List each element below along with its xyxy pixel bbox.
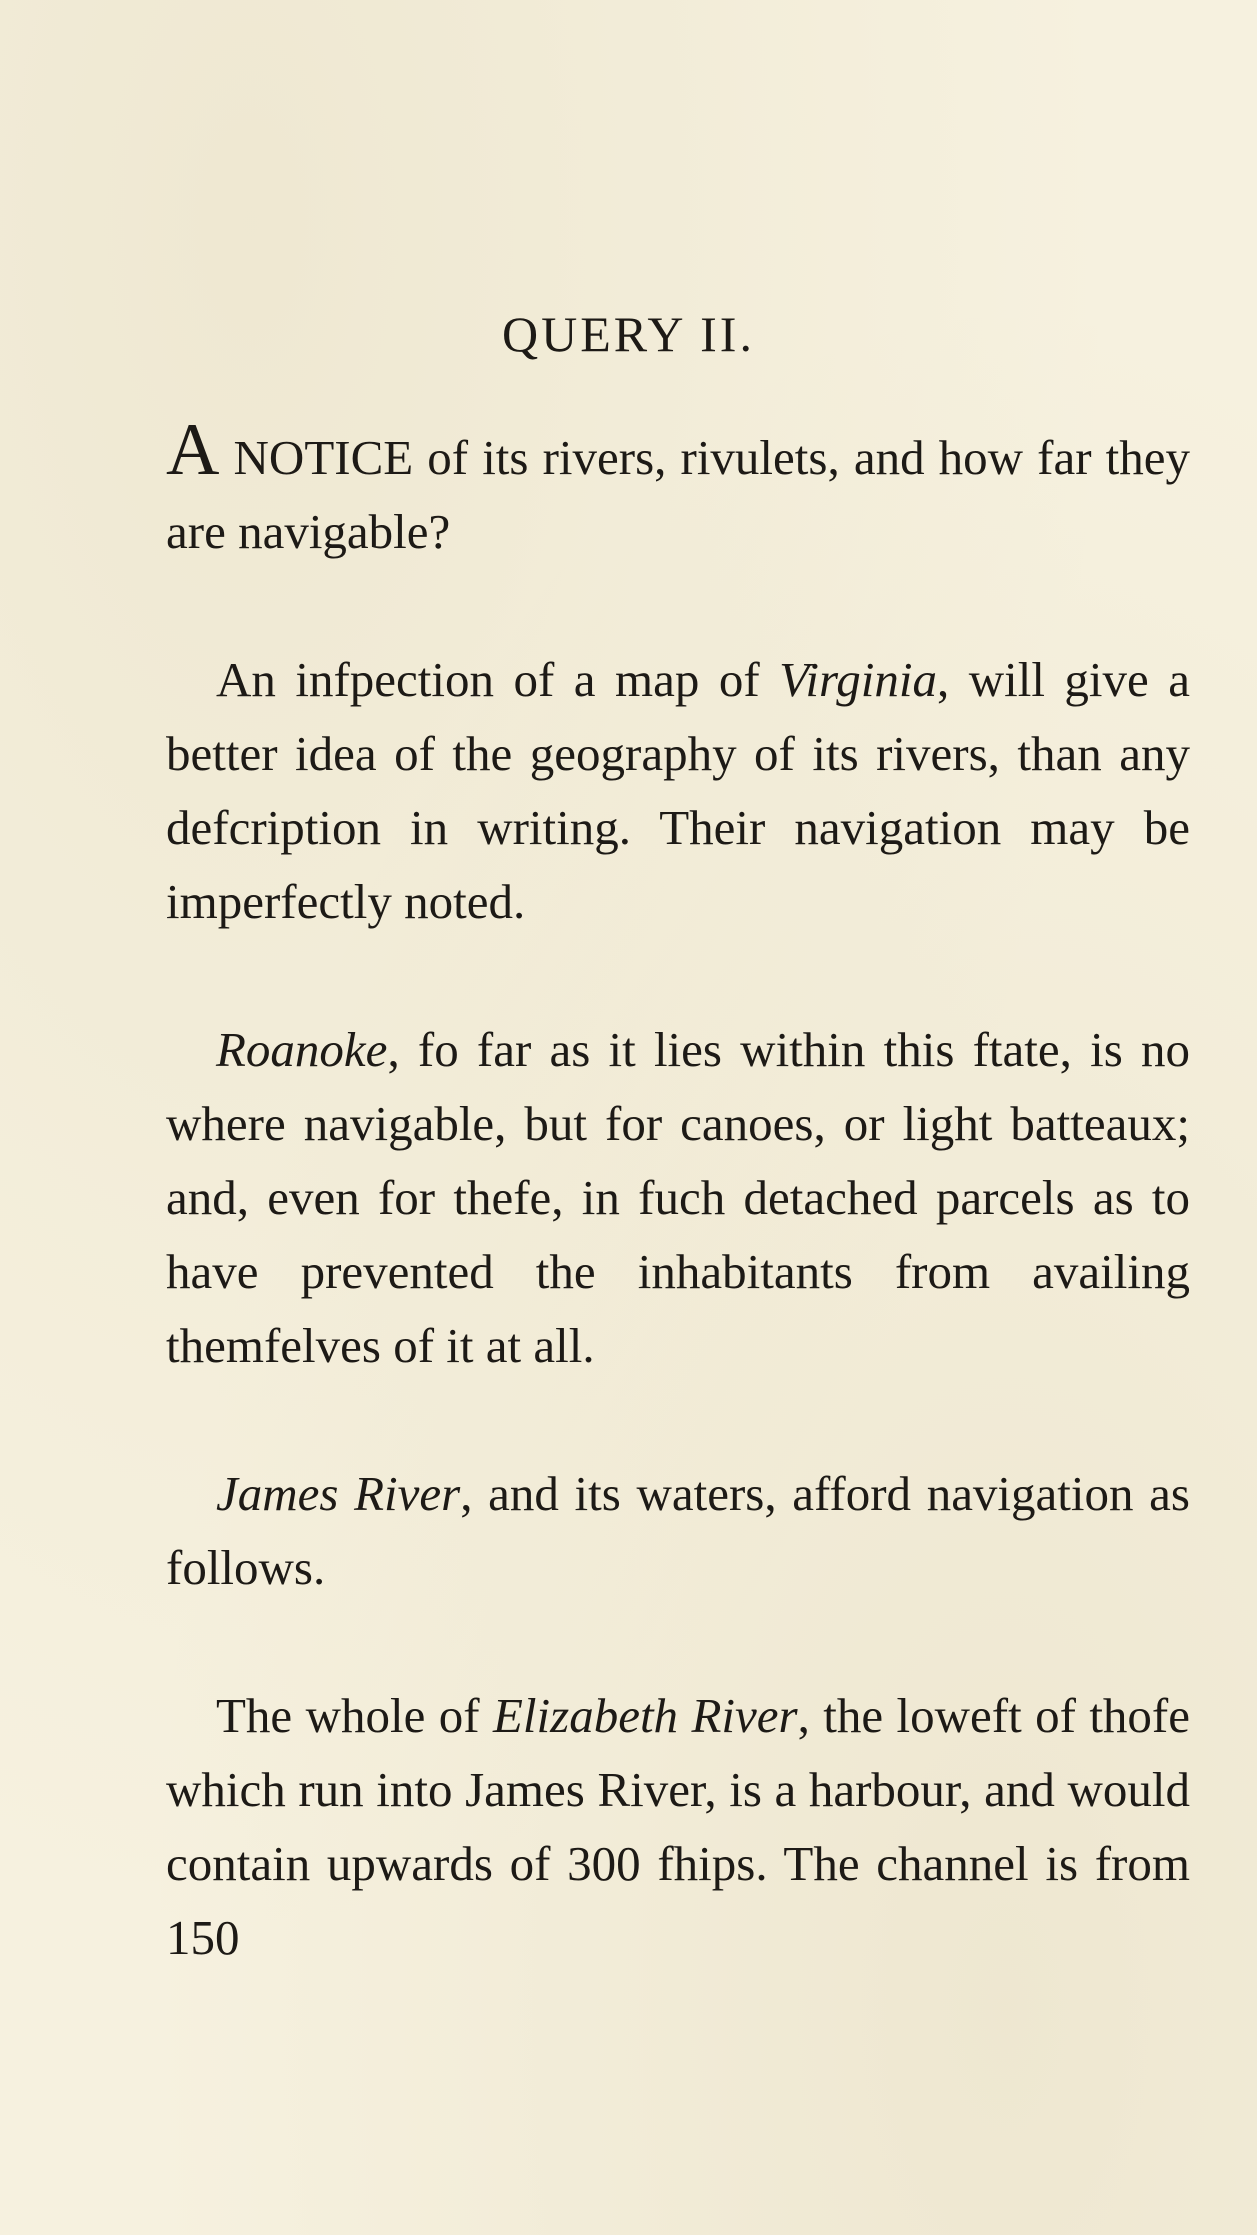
paragraph-text: , and its waters, afford navigation as follows.	[166, 1466, 1190, 1595]
paragraph-roanoke	[166, 1013, 1190, 1383]
italic-term: James River	[216, 1466, 461, 1521]
italic-term: Elizabeth River	[492, 1688, 798, 1743]
italic-term: Roanoke	[216, 1022, 388, 1077]
italic-term: Virginia	[779, 652, 937, 707]
paragraph-text: , fo far as it lies within this ftate, is no where navigable, but for canoes, or light batteaux; and, even for thefe, in fuch detached parcels as to have prevented the inhabitants from availing themfelves of it at all.	[166, 1022, 1190, 1373]
paragraph-map	[166, 643, 1190, 939]
paragraph-notice	[166, 409, 1190, 569]
paragraph-james-river	[166, 1457, 1190, 1605]
paragraph-text: , the loweft of thofe which run into James River, is a harbour, and would contain upwards of 300 fhips. The channel is from 150	[166, 1688, 1190, 1965]
paragraph-text: NOTICE of its rivers, rivulets, and how far they are navigable?	[166, 430, 1190, 559]
body-text	[166, 409, 1190, 2049]
paragraph-elizabeth-river	[166, 1679, 1190, 1975]
drop-cap: A	[166, 409, 220, 491]
query-heading: QUERY II.	[502, 306, 755, 362]
paragraph-text: The whole of	[216, 1688, 493, 1743]
paragraph-text: , will give a better idea of the geography of its rivers, than any defcription in writing. Their navigation may be imperfectly noted.	[166, 652, 1190, 929]
paragraph-text: An infpection of a map of	[216, 652, 780, 707]
